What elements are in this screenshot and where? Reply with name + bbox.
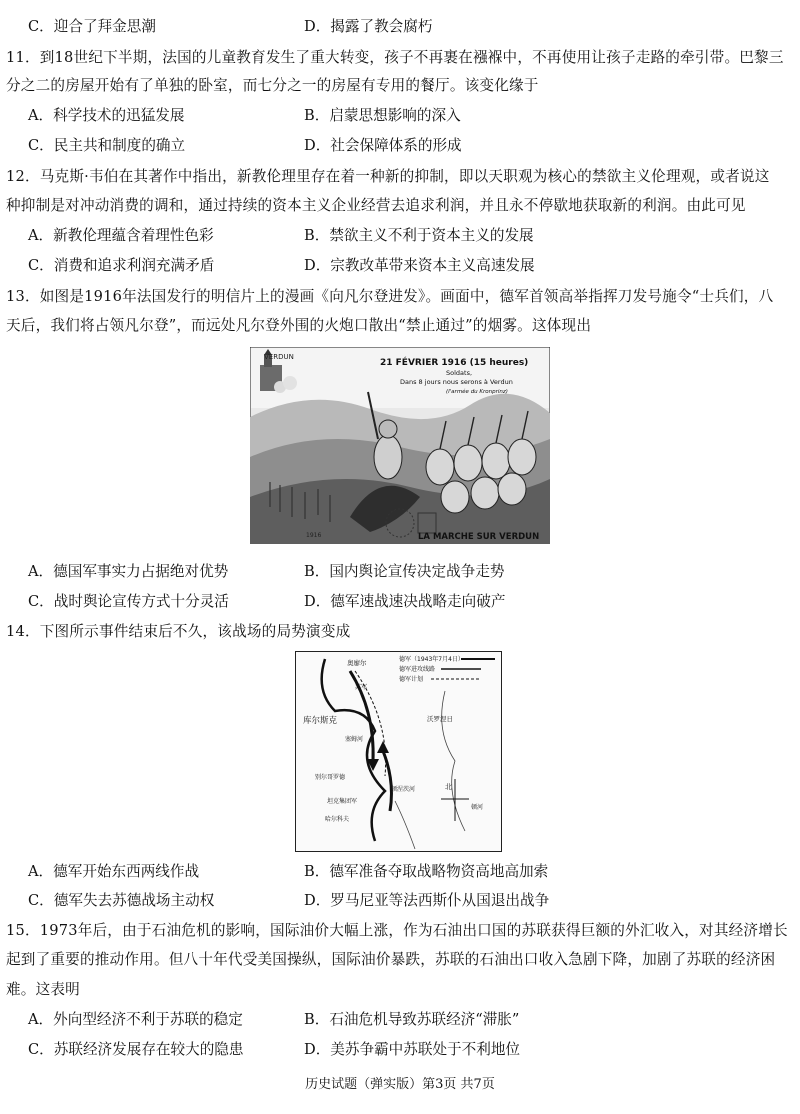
postcard-bottom-title: LA MARCHE SUR VERDUN <box>418 532 540 542</box>
map-label-belgorod: 别尔哥罗德 <box>315 774 346 781</box>
kursk-map-drawing <box>295 651 502 852</box>
map-label-kharkov: 哈尔科夫 <box>325 816 350 823</box>
q10-option-c[interactable]: C．迎合了拜金思潮 <box>28 18 156 35</box>
page-footer: 历史试题（弹实版）第3页 共7页 <box>305 1077 495 1092</box>
map-label-kursk: 库尔斯克 <box>303 716 338 726</box>
q13-option-c[interactable]: C．战时舆论宣传方式十分灵活 <box>28 593 229 610</box>
kursk-battle-map <box>295 651 502 852</box>
compass-north-label: 北 <box>445 783 452 791</box>
q14-option-a[interactable]: A．德军开始东西两线作战 <box>28 863 200 880</box>
postcard-caption-3: (l'armée du Kronprinz) <box>446 389 508 395</box>
q14-option-b[interactable]: B．德军准备夺取战略物资高地高加索 <box>304 863 549 880</box>
q13-option-a[interactable]: A．德国军事实力占据绝对优势 <box>28 563 229 580</box>
postcard-date-heading: 21 FÉVRIER 1916 (15 heures) <box>380 358 529 368</box>
q11-option-c[interactable]: C．民主共和制度的确立 <box>28 137 186 154</box>
q12-option-b[interactable]: B．禁欲主义不利于资本主义的发展 <box>304 227 534 244</box>
map-label-oryol: 奥廖尔 <box>347 659 367 667</box>
q11-stem-line-2: 分之二的房屋开始有了单独的卧室，而七分之一的房屋有专用的餐厅。该变化缘于 <box>6 77 539 94</box>
map-label-river: 塞姆河 <box>345 736 364 743</box>
q13-option-d[interactable]: D．德军速战速决战略走向破产 <box>304 593 506 610</box>
q12-stem-line-2: 种抑制是对冲动消费的调和，通过持续的资本主义企业经营去追求利润，并且永不停歇地获取新的利润。由此可见 <box>6 197 746 214</box>
q11-stem-line-1: 11．到18世纪下半期，法国的儿童教育发生了重大转变，孩子不再裹在襁褓中，不再使用让孩子走路的牵引带。巴黎三 <box>6 49 784 66</box>
map-label-army: 苏军 <box>355 684 368 691</box>
q12-option-d[interactable]: D．宗教改革带来资本主义高速发展 <box>304 257 535 274</box>
postcard-verdun-label: VERDUN <box>264 353 294 361</box>
q15-option-a[interactable]: A．外向型经济不利于苏联的稳定 <box>28 1011 243 1028</box>
q15-option-d[interactable]: D．美苏争霸中苏联处于不利地位 <box>304 1041 521 1058</box>
q13-option-b[interactable]: B．国内舆论宣传决定战争走势 <box>304 563 505 580</box>
map-label-voronezh: 沃罗涅日 <box>427 715 453 723</box>
q15-option-b[interactable]: B．石油危机导致苏联经济“滞胀” <box>304 1011 520 1028</box>
map-label-front: 坦克集团军 <box>327 798 358 805</box>
q12-option-c[interactable]: C．消费和追求利润充满矛盾 <box>28 257 215 274</box>
postcard-caption-2: Dans 8 jours nous serons à Verdun <box>400 378 513 386</box>
verdun-postcard-image <box>250 347 550 544</box>
q12-option-a[interactable]: A．新教伦理蕴含着理性色彩 <box>28 227 214 244</box>
map-label-don: 顿河 <box>471 804 484 811</box>
q11-option-a[interactable]: A．科学技术的迅猛发展 <box>28 107 185 124</box>
q13-stem-line-2: 天后，我们将占领凡尔登”，而远处凡尔登外围的火炮口散出“禁止通过”的烟雾。这体现出 <box>6 317 592 334</box>
q14-option-d[interactable]: D．罗马尼亚等法西斯仆从国退出战争 <box>304 892 550 909</box>
q15-option-c[interactable]: C．苏联经济发展存在较大的隐患 <box>28 1041 244 1058</box>
map-legend-attack: 德军进攻线路 <box>399 666 436 673</box>
q11-option-d[interactable]: D．社会保障体系的形成 <box>304 137 462 154</box>
map-legend-front: 德军（1943年7月4日） <box>399 656 464 663</box>
q11-option-b[interactable]: B．启蒙思想影响的深入 <box>304 107 461 124</box>
postcard-year: 1916 <box>306 532 322 539</box>
q10-option-d[interactable]: D．揭露了教会腐朽 <box>304 18 433 35</box>
verdun-postcard-drawing <box>250 347 550 544</box>
q15-stem-line-2: 起到了重要的推动作用。但八十年代受美国操纵，国际油价暴跌，苏联的石油出口收入急剧下降，加剧了苏联的经济困 <box>6 951 776 968</box>
q14-stem-line-1: 14．下图所示事件结束后不久，该战场的局势演变成 <box>6 623 351 640</box>
q15-stem-line-1: 15．1973年后，由于石油危机的影响，国际油价大幅上涨，作为石油出口国的苏联获得巨额的外汇收入，对其经济增长 <box>6 922 788 939</box>
q15-stem-line-3: 难。这表明 <box>6 981 80 998</box>
map-label-donets: 顿涅茨河 <box>391 786 416 793</box>
postcard-caption-1: Soldats, <box>446 369 473 377</box>
q13-stem-line-1: 13．如图是1916年法国发行的明信片上的漫画《向凡尔登进发》。画面中，德军首领高举指挥刀发号施令“士兵们，八 <box>6 288 774 305</box>
q14-option-c[interactable]: C．德军失去苏德战场主动权 <box>28 892 215 909</box>
q12-stem-line-1: 12．马克斯·韦伯在其著作中指出，新教伦理里存在着一种新的抑制，即以天职观为核心的禁欲主义伦理观，或者说这 <box>6 168 770 185</box>
map-legend-plan: 德军计划 <box>399 676 424 683</box>
